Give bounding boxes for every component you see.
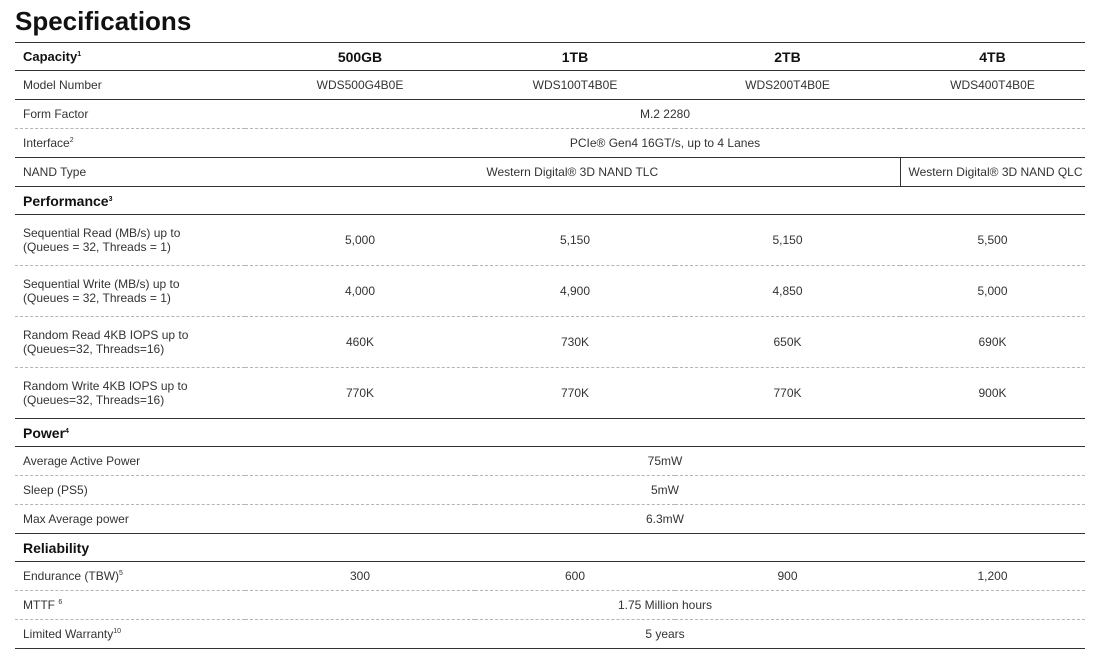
- value-cell: 900: [675, 562, 900, 591]
- row-label: Average Active Power: [15, 447, 245, 476]
- specifications-page: [15, 0, 1100, 649]
- interface-value: PCIe® Gen4 16GT/s, up to 4 Lanes: [245, 129, 1085, 158]
- model-2tb: WDS200T4B0E: [675, 71, 900, 100]
- row-label: Random Write 4KB IOPS up to (Queues=32, Threads=16): [15, 368, 245, 419]
- value-cell: 1.75 Million hours: [245, 591, 1085, 620]
- value-cell: 690K: [900, 317, 1085, 368]
- value-cell: 300: [245, 562, 475, 591]
- table-row: [15, 317, 1085, 368]
- value-cell: 730K: [475, 317, 675, 368]
- reliability-section-header: [15, 534, 1085, 562]
- row-label: Interface$^2$: [15, 129, 245, 158]
- capacity-header-row: [15, 43, 1085, 71]
- page-title: Specifications: [15, 6, 192, 36]
- row-label: Limited Warranty$^{10}$: [15, 620, 245, 649]
- interface-row: [15, 129, 1085, 158]
- value-cell: 6.3mW: [245, 505, 1085, 534]
- row-label: NAND Type: [15, 158, 245, 187]
- form-factor-value: M.2 2280: [245, 100, 1085, 129]
- model-number-row: [15, 71, 1085, 100]
- value-cell: 5 years: [245, 620, 1085, 649]
- mttf-row: [15, 591, 1085, 620]
- value-cell: 5,000: [900, 266, 1085, 317]
- nand-tlc-value: Western Digital® 3D NAND TLC: [245, 158, 900, 187]
- value-cell: 5,000: [245, 215, 475, 266]
- value-cell: 5mW: [245, 476, 1085, 505]
- spec-table: [15, 42, 1085, 649]
- table-row: [15, 215, 1085, 266]
- table-row: [15, 505, 1085, 534]
- performance-section-header: [15, 187, 1085, 215]
- value-cell: 4,000: [245, 266, 475, 317]
- nand-qlc-value: Western Digital® 3D NAND QLC: [900, 158, 1085, 187]
- value-cell: 900K: [900, 368, 1085, 419]
- capacity-label: Capacity$^1$: [15, 43, 245, 71]
- section-title: Reliability: [15, 534, 1085, 562]
- value-cell: 600: [475, 562, 675, 591]
- capacity-1tb: 1TB: [475, 43, 675, 71]
- value-cell: 5,150: [475, 215, 675, 266]
- table-row: [15, 266, 1085, 317]
- value-cell: 770K: [475, 368, 675, 419]
- model-500gb: WDS500G4B0E: [245, 71, 475, 100]
- value-cell: 4,850: [675, 266, 900, 317]
- capacity-4tb: 4TB: [900, 43, 1085, 71]
- value-cell: 4,900: [475, 266, 675, 317]
- row-label: Endurance (TBW)$^5$: [15, 562, 245, 591]
- row-label: Sequential Read (MB/s) up to (Queues = 32, Threads = 1): [15, 215, 245, 266]
- form-factor-row: [15, 100, 1085, 129]
- value-cell: 75mW: [245, 447, 1085, 476]
- row-label: Random Read 4KB IOPS up to (Queues=32, Threads=16): [15, 317, 245, 368]
- value-cell: 770K: [675, 368, 900, 419]
- table-row: [15, 476, 1085, 505]
- value-cell: 5,500: [900, 215, 1085, 266]
- row-label: Sleep (PS5): [15, 476, 245, 505]
- row-label: Sequential Write (MB/s) up to (Queues = 32, Threads = 1): [15, 266, 245, 317]
- model-4tb: WDS400T4B0E: [900, 71, 1085, 100]
- nand-type-row: [15, 158, 1085, 187]
- table-row: [15, 368, 1085, 419]
- table-row: [15, 447, 1085, 476]
- row-label: MTTF $^6$: [15, 591, 245, 620]
- row-label: Model Number: [15, 71, 245, 100]
- warranty-row: [15, 620, 1085, 649]
- value-cell: 770K: [245, 368, 475, 419]
- value-cell: 460K: [245, 317, 475, 368]
- value-cell: 650K: [675, 317, 900, 368]
- capacity-500gb: 500GB: [245, 43, 475, 71]
- section-title: Performance$^3$: [15, 187, 1085, 215]
- section-title: Power$^4$: [15, 419, 1085, 447]
- endurance-row: [15, 562, 1085, 591]
- row-label: Form Factor: [15, 100, 245, 129]
- value-cell: 5,150: [675, 215, 900, 266]
- row-label: Max Average power: [15, 505, 245, 534]
- power-section-header: [15, 419, 1085, 447]
- capacity-2tb: 2TB: [675, 43, 900, 71]
- model-1tb: WDS100T4B0E: [475, 71, 675, 100]
- value-cell: 1,200: [900, 562, 1085, 591]
